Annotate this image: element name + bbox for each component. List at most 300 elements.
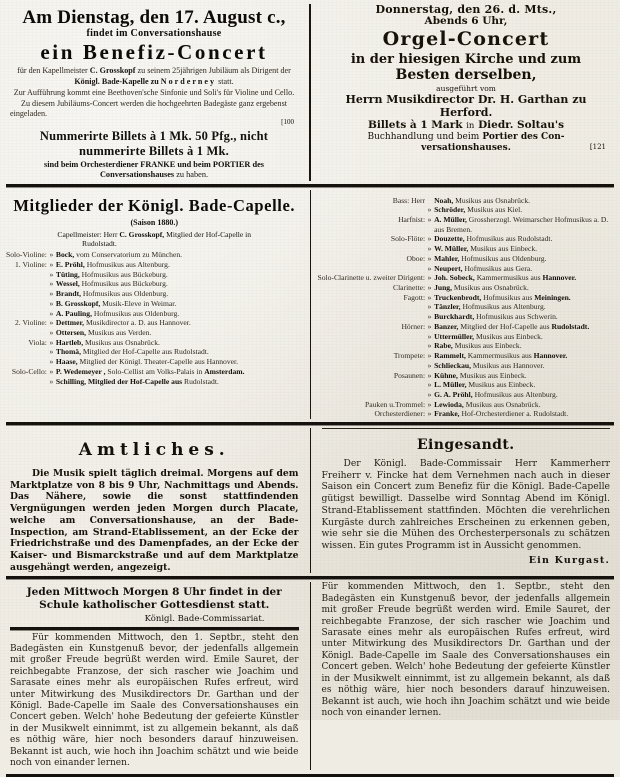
members-title: Mitglieder der Königl. Bade-Capelle. [13,195,296,215]
member-name-and-origin [434,302,614,312]
member-name-and-origin [56,357,303,367]
ad-benefiz-l1c: zu seinem 25jährigen Jubiläum als Dirigent der [137,66,291,76]
member-origin: Kammermusikus aus [465,351,534,361]
member-origin: Musikus aus Einbeck. [457,370,527,380]
member-name: Mahler, [434,253,460,263]
member-origin: Hofmusikus aus Altenburg. [84,260,170,269]
member-origin: Hofmusikus aus Schwerin. [474,312,558,322]
member-origin: Hofmusikus aus Altenburg. [472,389,558,399]
orchestra-members-section [6,190,614,420]
member-role: Hörner: [401,321,426,331]
member-dash: » [427,273,432,283]
member-name: P. Wedemeyer , [55,366,106,376]
member-origin: Mitglied der Hof-Capelle aus Rudolstadt. [81,347,209,357]
member-origin: Hof-Orchesterdiener a. Rudolstadt. [459,409,569,419]
member-origin: Musikus aus Hannover. [470,360,545,370]
member-row [6,357,303,367]
member-row [318,322,615,332]
member-origin: Musikdirector a. D. aus Hannover. [84,318,191,328]
ad-benefiz-tw-d: PORTIER des Conversationshauses [99,159,264,180]
sauret-text: Für kommenden Mittwoch, den 1. Septbr., steht den Badegästen ein Kunstgenuß bevor, der jedenfalls allgemein mit großer Freude begrüßt werden wird. Emile Sauret, der reichbegabte Franzose, der sich rascher wie Joachim und Sarasate eines mehr als europäischen Rufes erfreut, wird unter Mitwirkung des Musikdirectors Dr. Garthan und der Königl. Bade-Capelle im Saale des Conversationshauses ein Concert geben. Welch' hohe Bedeutung der gefeierte Künstler in der Musikwelt einnimmt, ist zu allgemein bekannt, als daß es nöthig wäre, hier noch besonders darauf hinzuweisen. Bekannt ist auch, wie hoch ihn Joachim schätzt und wie beide noch von einander lernen. [10,632,299,769]
member-origin: Musikus aus Osnabrück. [452,283,529,293]
member-origin: Hofmusikus aus Bückeburg. [79,279,168,289]
ad-organ-t-c: Diedr. Soltau's [478,119,565,132]
member-name-and-origin [56,318,303,328]
member-role: 1. Violine: [15,260,47,269]
member-name: Thomä, [55,347,81,357]
member-name-and-origin [56,250,303,260]
member-name: A. Pauling, [55,308,92,318]
member-origin: Musikus aus Osnabrück. [453,195,531,205]
member-row [318,400,615,410]
member-origin: Musik-Eleve in Weimar. [100,298,177,308]
member-role: Fagott: [403,292,426,302]
member-row [318,390,615,400]
member-dash: » [427,234,432,244]
member-name-and-origin [56,367,303,377]
amtliches-heading: Amtliches. [78,440,230,461]
member-role [6,347,47,357]
ad-organ-performer: Herrn Musikdirector Dr. H. Garthan zu [345,92,587,106]
members-left-column [6,190,303,420]
member-origin: Hofmusikus aus Bückeburg. [79,269,168,279]
member-origin: Musikus aus Einbeck. [452,341,522,351]
member-dash: » [49,289,54,299]
member-row [6,260,303,270]
member-name: Noah, [434,195,454,205]
member-role: Solo-Violine: [6,250,47,260]
member-role [318,341,426,351]
ad-benefiz-line4: Zu diesem Jubiläums-Concert werden die hochgeehrten Badegäste ganz ergebenst [21,98,287,108]
member-origin: Musikus aus Einbeck. [468,244,538,254]
member-dash: » [427,409,432,419]
ad-organ-tickets3 [322,143,610,154]
member-name-and-origin [434,196,614,206]
member-origin: Musikus aus Einbeck. [474,331,543,341]
member-row [6,309,303,319]
member-name: Schilling, [55,376,87,386]
members-season: (Saison 1880.) [130,217,179,227]
church-notice-signature: Königl. Bade-Commissariat. [144,613,265,624]
member-name-and-origin [56,309,303,319]
divider-rule-4 [10,627,299,630]
member-name: Franke, [434,409,460,419]
member-name-and-origin [56,347,303,357]
church-notice-column [6,582,303,769]
member-role [318,205,426,215]
member-dash: » [427,215,432,224]
member-role: Solo-Flöte: [390,234,426,244]
member-name-and-origin [434,264,614,274]
member-row [6,279,303,289]
member-name: Tüting, [55,269,80,279]
member-name-and-origin [434,215,614,234]
member-name: Schröder, [434,205,466,215]
ad-benefiz-l1a: für den Kapellmeister [17,66,88,76]
member-origin: Hofmusikus aus Altenburg. [460,302,546,312]
member-role [6,270,47,280]
member-name: A. Müller, [434,215,467,224]
member-origin: Rudolstadt. [182,376,219,386]
member-dash: » [49,376,54,386]
ad-organ-t-a: Billets à 1 Mark [367,119,463,132]
member-name-and-origin [434,293,614,303]
member-origin: Solo-Cellist am Volks-Palais in [105,366,205,376]
member-name-and-origin [434,332,614,342]
member-role: Solo-Clarinette u. zweiter Dirigent: [317,273,426,283]
member-name: Brandt, [55,289,81,299]
member-name: Dettmer, [55,318,85,328]
ad-organ-time: Abends 6 Uhr, [424,15,508,28]
member-name-and-origin [434,234,614,244]
member-origin: Kammermusikus aus [474,273,543,283]
column-divider-members [310,190,311,420]
ad-benefiz-line2 [10,77,298,88]
member-row [318,196,615,206]
amtliches-paragraph [10,468,299,573]
divider-rule-1 [6,184,614,187]
member-row [6,299,303,309]
member-name: E. Pröhl, [55,260,85,269]
sauret-text-cont: Für kommenden Mittwoch, den 1. Septbr., steht den Badegästen ein Kunstgenuß bevor, der jedenfalls allgemein mit großer Freude begrüßt werden wird. Emile Sauret, der reichbegabte Franzose, der sich rascher wie Joachim und Sarasate eines mehr als europäischen Rufes erfreut, wird unter Mitwirkung des Musikdirectors Dr. Garthan und der Königl. Bade-Capelle im Saale des Conversationshauses ein Concert geben. Welch' hohe Bedeutung der gefeierte Künstler in der Musikwelt einnimmt, ist zu allgemein bekannt, als daß es nöthig wäre, hier noch besonders darauf hinzuweisen. Bekannt ist auch, wie hoch ihn Joachim schätzt und wie beide noch von einander lernen. [321,582,610,718]
conductor-city: Rudolstadt. [82,239,117,249]
member-name: Kühne, [434,370,458,380]
ad-organ-venue: in der hiesigen Kirche und zum [350,51,582,67]
member-dash: » [49,318,54,328]
member-row [6,318,303,328]
official-and-letters-section [6,428,614,573]
member-origin: Hofmusikus aus Rudolstadt. [464,234,553,244]
sauret-paragraph-right [322,582,611,719]
church-notice-text: Jeden Mittwoch Morgen 8 Uhr findet in der Schule katholischer Gottesdienst statt. [26,586,282,612]
ad-benefiz-concert [6,4,302,181]
member-origin: Mitglied der Hof-Capelle aus [458,321,552,331]
member-role [6,299,47,309]
member-dash: » [49,279,54,289]
member-role: Pauken u.Trommel: [365,399,426,409]
members-conductor [6,230,303,250]
member-dash: » [49,357,54,367]
member-dash: » [427,283,432,293]
eingesandt-column [318,428,615,573]
column-divider-official [310,428,311,573]
member-dash: » [49,347,54,357]
divider-rule-2 [6,422,614,425]
ad-benefiz-venue: findet im Conversationshause [86,27,222,39]
member-role [318,361,426,371]
member-name-and-origin [56,328,303,338]
member-row [318,205,615,215]
member-dash: » [427,312,432,322]
member-role [6,289,47,299]
ad-benefiz-title: ein Benefiz-Concert [40,40,268,65]
member-origin: Hofmusikus aus [481,292,535,302]
member-role: Orchesterdiener: [374,409,426,419]
member-name: Truckenbrodt, [434,292,482,302]
member-name: G. A. Pröhl, [434,389,473,399]
ad-benefiz-line3: Zur Aufführung kommt eine Beethoven'sche Sinfonie und Soli's für Violine und Cello. [13,87,295,97]
member-dash: » [427,205,432,215]
top-advertisements [6,4,614,181]
member-dash: » [427,380,432,390]
member-name: Joh. Sobeck, [434,273,475,283]
member-dash: » [427,321,432,331]
eingesandt-text: Der Königl. Bade-Commissair Herr Kammerherr Freiherr v. Fincke hat dem Vernehmen nach auch in dieser Saison ein Concert zum Benefiz für die Königl. Bade-Capelle gütigst bewilligt. Dasselbe wird Sonntag Abend im Königl. Strand-Etablissement stattfinden. Möchten die verehrlichen Kurgäste durch zahlreiches Erscheinen zu erkennen geben, wie sehr sie die Mühen des Orchesterpersonals zu schätzen wissen. Ein gutes Programm ist in Aussicht genommen. [321,458,610,551]
member-origin: Musikus aus Verden. [86,328,152,338]
member-name-and-origin [434,312,614,322]
member-dash: » [49,337,54,347]
sauret-paragraph-left [10,633,299,770]
member-name-and-origin [434,322,614,332]
eingesandt-top-rule [322,428,611,429]
member-row [318,380,615,390]
member-row [6,328,303,338]
member-row [318,351,615,361]
member-dash: » [427,360,432,370]
member-name: Rammelt, [434,351,466,361]
ad-benefiz-date: Am Dienstag, den 17. August c., [22,7,286,28]
member-origin-city: Hannover. [533,351,568,361]
sauret-continued-column [318,582,615,769]
member-row [318,244,615,254]
member-origin: Hofmusikus aus Oldenburg. [81,289,169,299]
ad-organ-tickets [322,119,610,132]
member-name-and-origin [434,254,614,264]
member-role: 2. Violine: [15,318,47,328]
member-name-and-origin [434,244,614,254]
member-origin: Musikus aus Osnabrück. [83,337,160,347]
member-dash: » [427,253,432,263]
member-dash: » [49,298,54,308]
member-name: Tänzler, [434,302,461,312]
member-role [6,328,47,338]
member-row [318,302,615,312]
member-role [6,279,47,289]
member-dash: » [49,269,54,279]
ad-organ-purpose: Besten derselben, [395,67,537,84]
member-dash: » [49,250,54,260]
member-row [318,361,615,371]
ad-organ-refnum: [121 [589,142,606,151]
member-origin: Hofmusikus aus Gera. [462,263,533,273]
member-role [318,312,426,322]
member-role: Viola: [28,337,47,347]
member-name: W. Müller, [434,244,469,254]
ad-organ-concert [318,4,614,181]
member-role: Clarinette: [393,283,426,293]
member-name-and-origin [434,283,614,293]
eingesandt-signature: Ein Kurgast. [528,554,610,566]
member-name-and-origin [56,270,303,280]
eingesandt-paragraph [322,458,611,552]
member-dash: » [49,308,54,318]
member-role [6,357,47,367]
member-origin: Hofmusikus aus Oldenburg. [91,308,180,318]
members-table-right [318,196,615,420]
member-row [318,264,615,274]
member-name-and-origin [56,260,303,270]
conductor-role: Capellmeister: Herr [57,229,118,239]
member-row [318,215,615,234]
member-row [6,367,303,377]
member-role [318,302,426,312]
member-name: Hartleb, [55,337,84,347]
eingesandt-heading: Eingesandt. [416,437,515,454]
member-name: Jung, [434,283,453,293]
member-row [318,332,615,342]
ad-organ-performer-city: Herford. [439,105,493,119]
member-name: Bock, [55,250,75,260]
member-name-and-origin [434,390,614,400]
member-origin: Mitglied der Königl. Theater-Capelle aus Hannover. [77,357,239,367]
ad-benefiz-tw-e: zu haben. [176,170,209,180]
ad-benefiz-l2c: statt. [218,77,234,87]
member-name: Lewioda, [434,399,464,409]
member-dash: » [427,370,432,380]
ad-organ-performed-by-label: ausgeführt vom [436,83,496,93]
member-origin: vom Conservatorium zu München. [74,250,183,260]
member-row [6,270,303,280]
ad-organ-tickets2 [322,132,610,143]
member-origin-emphasis: Mitglied der Hof-Capelle aus [87,376,183,386]
member-name: Wessel, [55,279,80,289]
member-dash: » [427,389,432,399]
member-origin: Musikus aus Kiel. [465,205,523,215]
member-dash: » [427,399,432,409]
member-origin-city: Meiningen. [534,292,571,302]
member-dash: » [49,260,54,269]
amtliches-column [6,428,303,573]
divider-rule-3 [6,576,614,579]
member-name-and-origin [56,338,303,348]
ad-benefiz-body [10,66,298,119]
member-name-and-origin [56,377,303,387]
member-name-and-origin [434,273,614,283]
member-role: Oboe: [406,253,426,263]
member-name-and-origin [56,279,303,289]
ad-benefiz-ticket-price: Nummerirte Billets à 1 Mk. 50 Pfg., nicht nummerirte Billets à 1 Mk. [39,128,269,158]
member-row [318,371,615,381]
member-name-and-origin [434,351,614,361]
ad-organ-t-b: in [466,121,475,132]
member-row [318,254,615,264]
member-name: Rabe, [434,341,453,351]
member-name-and-origin [434,371,614,381]
member-origin-city: Hannover. [542,273,577,283]
member-name: Schlieckau, [434,360,471,370]
member-dash: » [49,328,54,338]
member-role [318,332,426,342]
member-row [318,409,615,419]
member-name-and-origin [434,400,614,410]
ad-organ-t-f: versationshauses. [421,142,511,153]
member-dash: » [427,292,432,302]
member-row [6,377,303,387]
member-row [318,341,615,351]
ad-benefiz-tw-b: FRANKE [140,159,176,169]
member-origin: Musikus aus Einbeck. [466,380,536,390]
column-divider-bottom [310,582,311,769]
member-role: Posaunen: [393,370,426,380]
member-name: Neupert, [434,263,463,273]
member-name: Uttermüller, [434,331,475,341]
member-row [318,293,615,303]
ad-benefiz-l2a: Königl. Bade-Kapelle zu [74,77,159,87]
members-right-column [318,190,615,420]
member-role: Trompete: [393,351,426,361]
amtliches-text: Die Musik spielt täglich dreimal. Morgens auf dem Marktplatze von 8 bis 9 Uhr, Nachmittags und Abends. Das Nähere, sowie die sonst stattfindenden Vergnügungen werden jeden Morgen durch Placate, welche am Conversationshause, an der Bade-Inspection, am Strand-Etablissement, an der Ecke der Friedrichstraße und des Damenpfades, an der Ecke der Kaiser- und Bismarckstraße und auf dem Marktplatze ausgehängt werden, angezeigt. [10,468,299,573]
ad-benefiz-line5: eingeladen. [10,109,48,119]
ad-benefiz-refnum: [100 [281,117,294,126]
member-row [6,250,303,260]
member-origin: Musikus aus Osnabrück. [463,399,541,409]
member-name: L. Müller, [434,380,467,390]
ad-organ-date: Donnerstag, den 26. d. Mts., [375,3,557,16]
member-role [318,264,426,274]
member-role: Solo-Cello: [11,366,47,376]
bottom-section [6,582,614,769]
member-role [318,244,426,254]
column-divider-top [309,4,311,181]
member-name-and-origin [434,409,614,419]
ad-benefiz-ticket-where [10,160,298,181]
ad-benefiz-line1 [10,66,298,77]
members-table-left [6,250,303,386]
member-row [6,338,303,348]
ad-benefiz-tw-a: sind beim Orchesterdiener [43,159,139,169]
ad-benefiz-l1b: C. Grosskopf [89,66,136,76]
ad-organ-t-e: Portier des Con- [482,131,565,142]
member-name-and-origin [434,341,614,351]
member-row [318,234,615,244]
member-name-and-origin [434,380,614,390]
member-row [6,347,303,357]
member-dash: » [427,341,432,351]
member-name: Burckhardt, [434,312,475,322]
member-dash: » [49,366,54,376]
member-name: Banzer, [434,321,459,331]
member-dash: » [427,302,432,312]
member-dash: » [427,331,432,341]
member-name: Haase, [55,357,78,367]
member-name: Ottersen, [55,328,87,338]
member-name-and-origin [434,205,614,215]
ad-benefiz-l2b: Norderney [160,77,217,87]
member-dash [425,196,434,206]
conductor-affil: Mitglied der Hof-Capelle in [166,229,252,239]
member-role [318,390,426,400]
member-origin-city: Amsterdam. [204,366,245,376]
member-role: Harfnist: [398,215,426,224]
member-row [318,283,615,293]
member-row [318,273,615,283]
member-name-and-origin [56,299,303,309]
ad-benefiz-tw-c: und beim [177,159,211,169]
member-name-and-origin [56,289,303,299]
member-name: B. Grosskopf, [55,298,101,308]
member-row [318,312,615,322]
member-dash: » [427,263,432,273]
ad-organ-title: Orgel-Concert [382,28,550,51]
member-name-and-origin [434,361,614,371]
member-origin: Hofmusikus aus Oldenburg. [459,253,547,263]
member-origin: Grossherzogl. Weimarscher Hofmusikus a. D. aus Bremen. [434,215,609,234]
member-dash: » [427,351,432,361]
member-role [6,377,47,387]
member-name: Douzette, [434,234,465,244]
member-role [318,380,426,390]
conductor-name: C. Grosskopf, [119,229,165,239]
